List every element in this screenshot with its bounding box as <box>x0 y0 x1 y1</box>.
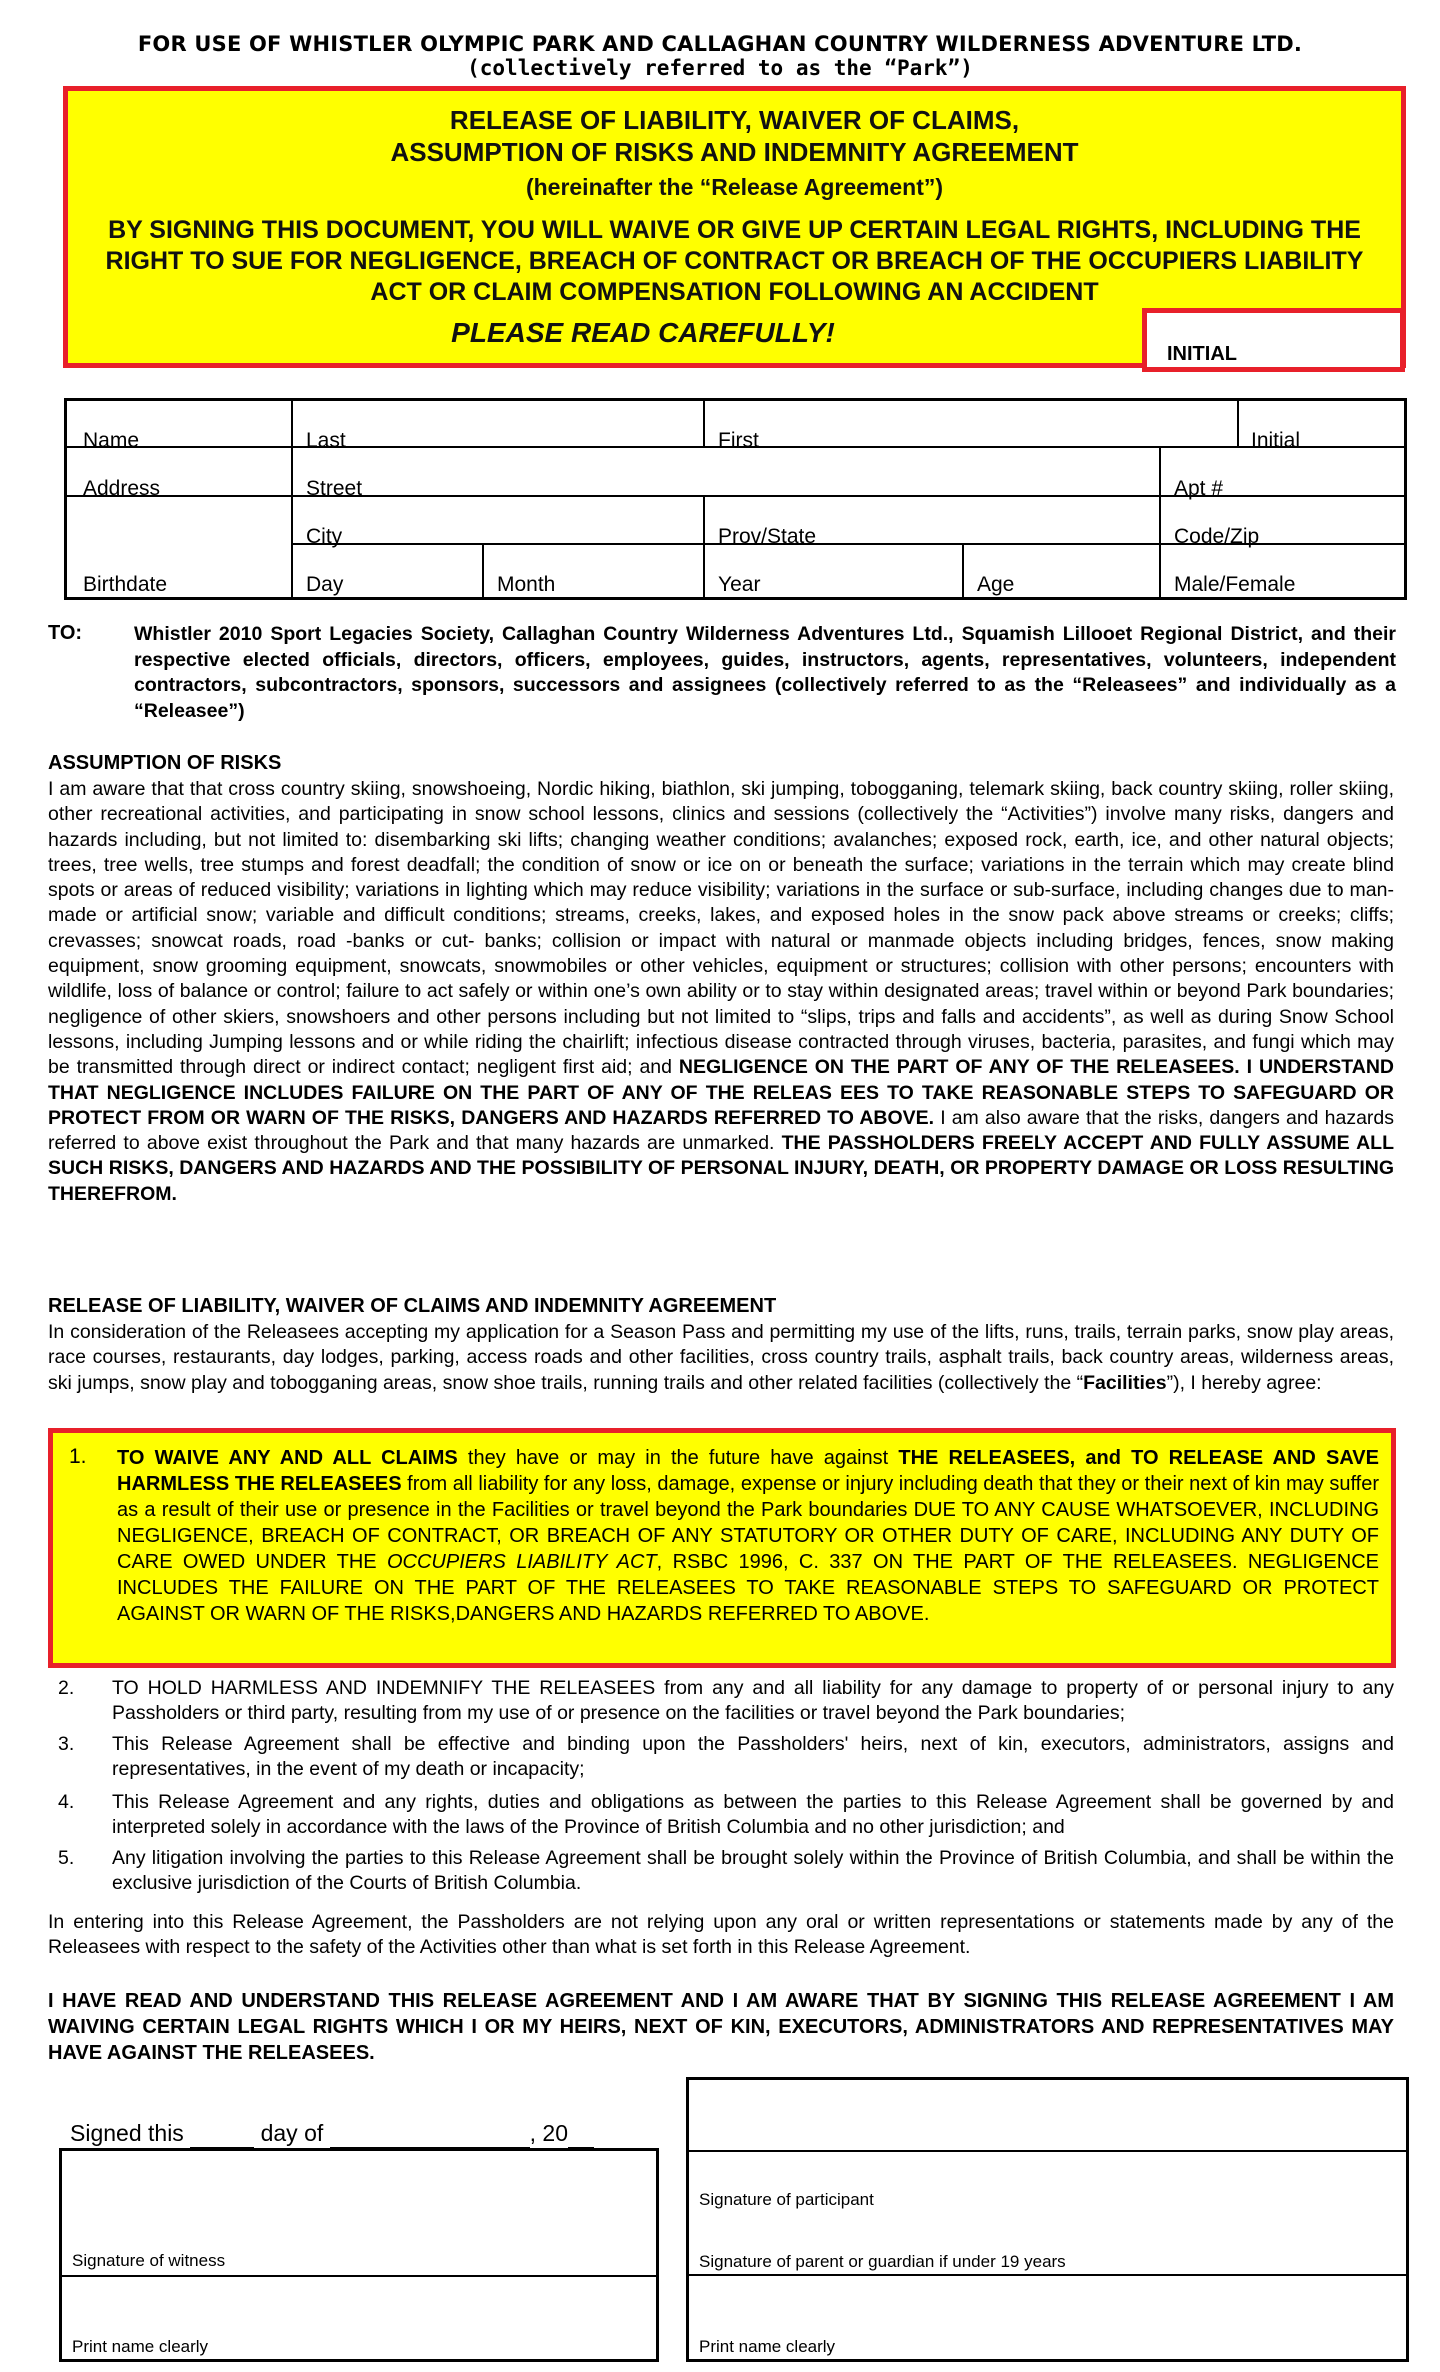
birthdate-label: Birthdate <box>83 573 168 596</box>
signed-year-blank[interactable] <box>568 2120 594 2149</box>
releasees-list: Whistler 2010 Sport Legacies Society, Callaghan Country Wilderness Adventures Ltd., Squamish Lillooet Regional District, and their respective elected officials, directors, officers, employees, guides, instructors, agents, representatives, volunteers, independent contractors, subcontractors, sponsors, successors and assignees (collectively referred to as the “Releasees” and individually as a “Releasee”) <box>134 623 1396 722</box>
park-subheader: (collectively referred to as the “Park”) <box>467 56 973 80</box>
apt-field[interactable]: Apt # <box>1174 477 1224 500</box>
city-field[interactable]: City <box>306 525 343 548</box>
signed-month-blank[interactable] <box>330 2120 530 2149</box>
participant-info-table <box>64 398 1407 600</box>
banner-warning: BY SIGNING THIS DOCUMENT, YOU WILL WAIVE OR GIVE UP CERTAIN LEGAL RIGHTS, INCLUDING THE RIGHT TO SUE FOR NEGLIGENCE, BREACH OF CONTRACT OR BREACH OF THE OCCUPIERS LIABILITY ACT OR CLAIM COMPENSATION FOLLOWING AN ACCIDENT <box>105 216 1364 306</box>
assumption-heading: ASSUMPTION OF RISKS <box>48 752 282 774</box>
postal-code-field[interactable]: Code/Zip <box>1174 525 1260 548</box>
release-form-page: FOR USE OF WHISTLER OLYMPIC PARK AND CALLAGHAN COUNTRY WILDERNESS ADVENTURE LTD. (collectively referred to as the “Park”) RELEASE OF LIABILITY, WAIVER OF CLAIMS, ASSUMPTION OF RISKS AND INDEMNITY AGREEMENT (hereinafter the “Release Agreement”) BY SIGNING THIS DOCUMENT, YOU WILL WAIVE OR GIVE UP CERTAIN LEGAL RIGHTS, INCLUDING THE RIGHT TO SUE FOR NEGLIGENCE, BREACH OF CONTRACT OR BREACH OF THE OCCUPIERS LIABILITY ACT OR CLAIM COMPENSATION FOLLOWING AN ACCIDENT PLEASE READ CAREFULLY! INITIAL Name Last First Initial Address Street Apt # City Prov/State Code/Zip Birthdate Day Month Year Age Male/Female TO: Whistler 2010 Sport Legacies Society, Callaghan Country Wilderness Adventures Ltd., Squamish Lillooet Regional District, and their respective elected officials, directors, officers, employees, guides, instructors, agents, representatives, volunteers, independent contractors, subcontractors, sponsors, successors and assignees (collectively referred to as the “Releasees” and individually as a “Releasee”) ASSUMPTION OF RISKS I am aware that that cross country skiing, snowshoeing, Nordic hiking, biathlon, ski jumping, tobogganing, telemark skiing, back country skiing, roller skiing, other recreational activities, and participating in snow school lessons, clinics and sessions (collectively the “Activities”) involve many risks, dangers and hazards including, but not limited to: disembarking ski lifts; changing weather conditions; avalanches; exposed rock, earth, ice, and other natural objects; trees, tree wells, tree stumps and forest deadfall; the condition of snow or ice on or beneath the surface; variations in the terrain which may create blind spots or areas of reduced visibility; variations in lighting which may reduce visibility; variations in the surface or sub-surface, including changes due to man-made or artificial snow; variable and difficult conditions; streams, creeks, lakes, and exposed holes in the snow pack above streams or creeks; cliffs; crevasses; snowcat roads, road -banks or cut- banks; collision or impact with natural or manmade objects including bridges, fences, snow making equipment, snow grooming equipment, snowcats, snowmobiles or other vehicles, equipment or structures; collision with other persons; encounters with wildlife, loss of balance or control; failure to act safely or within one’s own ability or to stay within designated areas; travel within or beyond Park boundaries; negligence of other skiers, snowshoers and other persons including but not limited to “slips, trips and falls and accidents”, as well as during Snow School lessons, including Jumping lessons and or while riding the chairlift; infectious disease contracted through viruses, bacteria, parasites, and fungi which may be transmitted through direct or indirect contact; negligent first aid; and NEGLIGENCE ON THE PART OF ANY OF THE RELEASEES. I UNDERSTAND THAT NEGLIGENCE INCLUDES FAILURE ON THE PART OF ANY OF THE RELEAS EES TO TAKE REASONABLE STEPS TO SAFEGUARD OR PROTECT FROM OR WARN OF THE RISKS, DANGERS AND HAZARDS REFERRED TO ABOVE. I am also aware that the risks, dangers and hazards referred to above exist throughout the Park and that many hazards are unmarked. THE PASSHOLDERS FREELY ACCEPT AND FULLY ASSUME ALL SUCH RISKS, DANGERS AND HAZARDS AND THE POSSIBILITY OF PERSONAL INJURY, DEATH, OR PROPERTY DAMAGE OR LOSS RESULTING THEREFROM. RELEASE OF LIABILITY, WAIVER OF CLAIMS AND INDEMNITY AGREEMENT In consideration of the Releasees accepting my application for a Season Pass and permitting my use of the lifts, runs, trails, terrain parks, snow play areas, race courses, restaurants, day lodges, parking, access roads and other facilities, cross country trails, asphalt trails, back country areas, wilderness areas, ski jumps, snow play and tobogganing areas, snow shoe trails, running trails and other related facilities (collectively the “Facilities”), I hereby agree: 1. TO WAIVE ANY AND ALL CLAIMS they have or may in the future have against THE RELEASEES, and TO RELEASE AND SAVE HARMLESS THE RELEASEES from all liability for any loss, damage, expense or injury including death that they or their next of kin may suffer as a result of their use or presence in the Facilities or travel beyond the Park boundaries DUE TO ANY CAUSE WHATSOEVER, INCLUDING NEGLIGENCE, BREACH OF CONTRACT, OR BREACH OF ANY STATUTORY OR OTHER DUTY OF CARE, INCLUDING ANY DUTY OF CARE OWED UNDER THE OCCUPIERS LIABILITY ACT, RSBC 1996, C. 337 ON THE PART OF THE RELEASEES. NEGLIGENCE INCLUDES THE FAILURE ON THE PART OF THE RELEASEES TO TAKE REASONABLE STEPS TO SAFEGUARD OR PROTECT AGAINST OR WARN OF THE RISKS,DANGERS AND HAZARDS REFERRED TO ABOVE. 2. TO HOLD HARMLESS AND INDEMNIFY THE RELEASEES from any and all liability for any damage to property of or personal injury to any Passholders or third party, resulting from my use of or presence on the facilities or travel beyond the Park boundaries; 3. This Release Agreement shall be effective and binding upon the Passholders' heirs, next of kin, executors, administrators, assigns and representatives, in the event of my death or incapacity; 4. This Release Agreement and any rights, duties and obligations as between the parties to this Release Agreement shall be governed by and interpreted solely in accordance with the laws of the Province of British Columbia and no other jurisdiction; and 5. Any litigation involving the parties to this Release Agreement shall be brought solely within the Province of British Columbia, and shall be within the exclusive jurisdiction of the Courts of British Columbia. In entering into this Release Agreement, the Passholders are not relying upon any oral or written representations or statements made by any of the Releasees with respect to the safety of the Activities other than what is set forth in this Release Agreement. I HAVE READ AND UNDERSTAND THIS RELEASE AGREEMENT AND I AM AWARE THAT BY SIGNING THIS RELEASE AGREEMENT I AM WAIVING CERTAIN LEGAL RIGHTS WHICH I OR MY HEIRS, NEXT OF KIN, EXECUTORS, ADMINISTRATORS AND REPRESENTATIVES MAY HAVE AGAINST THE RELEASEES. Signed this day of , 20 Signature of witness Print name clearly Signature of participant Signature of parent or guardian if under 19 years Print name clearly <box>0 0 1440 2372</box>
closing-paragraph: In entering into this Release Agreement, the Passholders are not relying upon any oral or written representations or statements made by any of the Releasees with respect to the safety of the Activities other than what is set forth in this Release Agreement. <box>48 1911 1394 1959</box>
banner-title-3: (hereinafter the “Release Agreement”) <box>525 174 944 200</box>
guardian-signature-field[interactable]: Signature of parent or guardian if under 19 years <box>699 2252 1066 2271</box>
name-label: Name <box>83 429 140 452</box>
participant-signature-field[interactable]: Signature of participant <box>699 2190 874 2209</box>
witness-signature-field[interactable]: Signature of witness <box>72 2251 226 2270</box>
birth-month-field[interactable]: Month <box>497 573 556 596</box>
last-name-field[interactable]: Last <box>306 429 346 452</box>
witness-print-name-field[interactable]: Print name clearly <box>72 2337 209 2356</box>
witness-signature-box <box>59 2148 659 2362</box>
prov-state-field[interactable]: Prov/State <box>718 525 817 548</box>
initial-label: INITIAL <box>1167 343 1237 365</box>
release-heading: RELEASE OF LIABILITY, WAIVER OF CLAIMS AND INDEMNITY AGREEMENT <box>48 1295 777 1317</box>
initial-field[interactable] <box>1142 308 1405 372</box>
participant-signature-box <box>686 2077 1409 2362</box>
street-field[interactable]: Street <box>306 477 363 500</box>
clause-1-text: TO WAIVE ANY AND ALL CLAIMS they have or may in the future have against THE RELEASEES, and TO RELEASE AND SAVE HARMLESS THE RELEASEES from all liability for any loss, damage, expense or injury including death that they or their next of kin may suffer as a result of their use or presence in the Facilities or travel beyond the Park boundaries DUE TO ANY CAUSE WHATSOEVER, INCLUDING NEGLIGENCE, BREACH OF CONTRACT, OR BREACH OF ANY STATUTORY OR OTHER DUTY OF CARE, INCLUDING ANY DUTY OF CARE OWED UNDER THE OCCUPIERS LIABILITY ACT, RSBC 1996, C. 337 ON THE PART OF THE RELEASEES. NEGLIGENCE INCLUDES THE FAILURE ON THE PART OF THE RELEASEES TO TAKE REASONABLE STEPS TO SAFEGUARD OR PROTECT AGAINST OR WARN OF THE RISKS,DANGERS AND HAZARDS REFERRED TO ABOVE. <box>117 1447 1380 1625</box>
address-label: Address <box>83 477 161 500</box>
gender-field[interactable]: Male/Female <box>1174 573 1296 596</box>
age-field[interactable]: Age <box>977 573 1015 596</box>
participant-print-name-field[interactable]: Print name clearly <box>699 2337 836 2356</box>
middle-initial-field[interactable]: Initial <box>1251 429 1301 452</box>
read-carefully: PLEASE READ CAREFULLY! <box>451 317 835 348</box>
banner-title-2: ASSUMPTION OF RISKS AND INDEMNITY AGREEMENT <box>390 137 1079 167</box>
banner-title-1: RELEASE OF LIABILITY, WAIVER OF CLAIMS, <box>449 105 1020 135</box>
birth-year-field[interactable]: Year <box>718 573 761 596</box>
assumption-paragraph: I am aware that that cross country skiing, snowshoeing, Nordic hiking, biathlon, ski jumping, tobogganing, telemark skiing, back country skiing, roller skiing, other recreational activities, and participating in snow school lessons, clinics and sessions (collectively the “Activities”) involve many risks, dangers and hazards including, but not limited to: disembarking ski lifts; changing weather conditions; avalanches; exposed rock, earth, ice, and other natural objects; trees, tree wells, tree stumps and forest deadfall; the condition of snow or ice on or beneath the surface; variations in the terrain which may create blind spots or areas of reduced visibility; variations in lighting which may reduce visibility; variations in the surface or sub-surface, including changes due to man-made or artificial snow; variable and difficult conditions; streams, creeks, lakes, and exposed holes in the snow pack above streams or creeks; cliffs; crevasses; snowcat roads, road -banks or cut- banks; collision or impact with natural or manmade objects including bridges, fences, snow making equipment, snow grooming equipment, snowcats, snowmobiles or other vehicles, equipment or structures; collision with other persons; encounters with wildlife, loss of balance or control; failure to act safely or within one’s own ability or to stay within designated areas; travel within or beyond Park boundaries; negligence of other skiers, snowshoers and other persons including but not limited to “slips, trips and falls and accidents”, as well as during Snow School lessons, including Jumping lessons and or while riding the chairlift; infectious disease contracted through viruses, bacteria, parasites, and fungi which may be transmitted through direct or indirect contact; negligent first aid; and NEGLIGENCE ON THE PART OF ANY OF THE RELEASEES. I UNDERSTAND THAT NEGLIGENCE INCLUDES FAILURE ON THE PART OF ANY OF THE RELEAS EES TO TAKE REASONABLE STEPS TO SAFEGUARD OR PROTECT FROM OR WARN OF THE RISKS, DANGERS AND HAZARDS REFERRED TO ABOVE. I am also aware that the risks, dangers and hazards referred to above exist throughout the Park and that many hazards are unmarked. THE PASSHOLDERS FREELY ACCEPT AND FULLY ASSUME ALL SUCH RISKS, DANGERS AND HAZARDS AND THE POSSIBILITY OF PERSONAL INJURY, DEATH, OR PROPERTY DAMAGE OR LOSS RESULTING THEREFROM. <box>48 778 1394 1205</box>
signed-date-line: Signed this day of , 20 <box>70 2120 594 2149</box>
first-name-field[interactable]: First <box>718 429 759 452</box>
birth-day-field[interactable]: Day <box>306 573 344 596</box>
clause-number: 1. <box>69 1445 87 1468</box>
acknowledgement: I HAVE READ AND UNDERSTAND THIS RELEASE AGREEMENT AND I AM AWARE THAT BY SIGNING THIS RELEASE AGREEMENT I AM WAIVING CERTAIN LEGAL RIGHTS WHICH I OR MY HEIRS, NEXT OF KIN, EXECUTORS, ADMINISTRATORS AND REPRESENTATIVES MAY HAVE AGAINST THE RELEASEES. <box>48 1990 1394 2064</box>
signed-day-blank[interactable] <box>190 2120 254 2149</box>
park-header: FOR USE OF WHISTLER OLYMPIC PARK AND CALLAGHAN COUNTRY WILDERNESS ADVENTURE LTD. <box>137 32 1303 56</box>
to-label: TO: <box>48 622 83 644</box>
waiver-clause-1 <box>48 1428 1396 1668</box>
release-paragraph: In consideration of the Releasees accepting my application for a Season Pass and permitting my use of the lifts, runs, trails, terrain parks, snow play areas, race courses, restaurants, day lodges, parking, access roads and other facilities, cross country trails, asphalt trails, back country areas, wilderness areas, ski jumps, snow play and tobogganing areas, snow shoe trails, running trails and other related facilities (collectively the “Facilities”), I hereby agree: <box>48 1321 1394 1394</box>
